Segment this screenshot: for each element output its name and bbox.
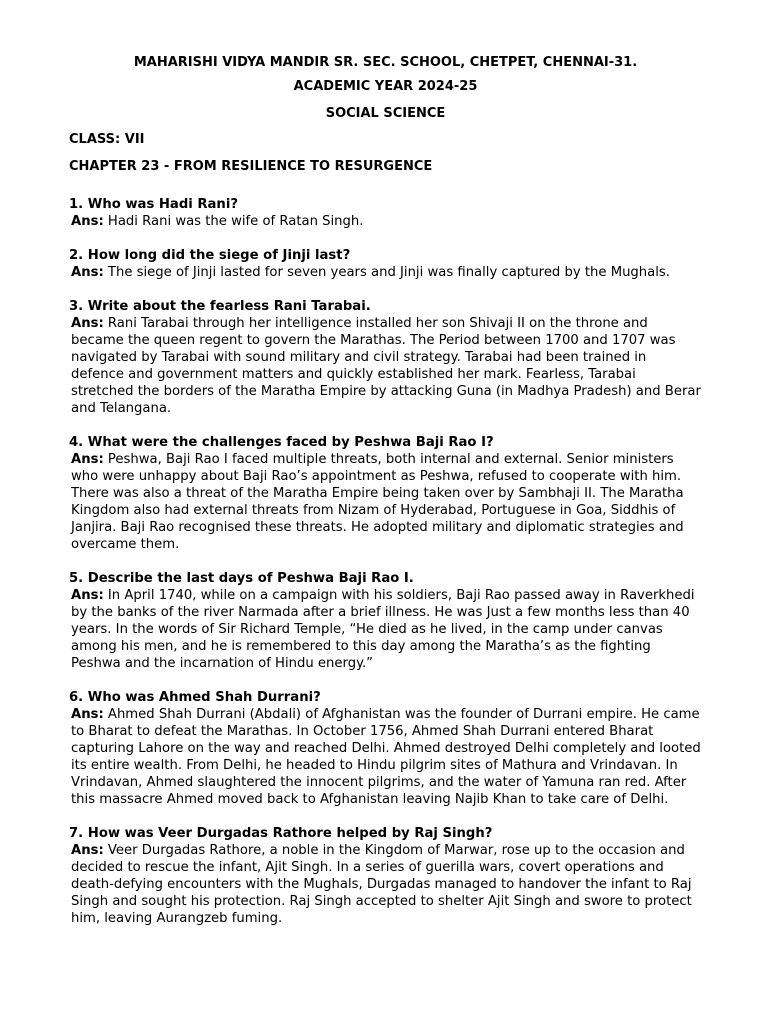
question-block xyxy=(69,689,702,808)
question-text: 5. Describe the last days of Peshwa Baji Rao I. xyxy=(69,571,414,586)
answer-text xyxy=(71,213,702,230)
ans-label: Ans: xyxy=(71,588,104,603)
answer-text xyxy=(71,264,702,281)
ans-label: Ans: xyxy=(71,707,104,722)
academic-year: ACADEMIC YEAR 2024-25 xyxy=(293,79,478,94)
answer-body: Ahmed Shah Durrani (Abdali) of Afghanistan was the founder of Durrani empire. He came to Bharat to defeat the Marathas. In October 1756, Ahmed Shah Durrani entered Bharat capturing Lahore on the way and reached Delhi. Ahmed destroyed Delhi completely and looted its entire wealth. From Delhi, he headed to Hindu pilgrim sites of Mathura and Vrindavan. In Vrindavan, Ahmed slaughtered the innocent pilgrims, and the water of Yamuna ran red. After this massacre Ahmed moved back to Afghanistan leaving Najib Khan to take care of Delhi. xyxy=(71,707,701,807)
question-block xyxy=(69,247,702,281)
ans-label: Ans: xyxy=(71,843,104,858)
answer-text xyxy=(71,451,702,553)
question-text: 6. Who was Ahmed Shah Durrani? xyxy=(69,690,321,705)
question-text: 4. What were the challenges faced by Peshwa Baji Rao I? xyxy=(69,435,494,450)
question-block xyxy=(69,825,702,927)
question-block xyxy=(69,298,702,417)
answer-body: In April 1740, while on a campaign with his soldiers, Baji Rao passed away in Raverkhedi by the banks of the river Narmada after a brief illness. He was Just a few months less than 40 years. In the words of Sir Richard Temple, “He died as he lived, in the camp under canvas among his men, and he is remembered to this day among the Maratha’s as the fighting Peshwa and the incarnation of Hindu energy.” xyxy=(71,588,695,671)
answer-body: Peshwa, Baji Rao I faced multiple threats, both internal and external. Senior ministers who were unhappy about Baji Rao’s appointment as Peshwa, refused to cooperate with him. There was also a threat of the Maratha Empire being taken over by Sambhaji II. The Maratha Kingdom also had external threats from Nizam of Hyderabad, Portuguese in Goa, Siddhis of Janjira. Baji Rao recognised these threats. He adopted military and diplomatic strategies and overcame them. xyxy=(71,452,684,552)
chapter-title: CHAPTER 23 - FROM RESILIENCE TO RESURGENCE xyxy=(69,159,433,174)
ans-label: Ans: xyxy=(71,452,104,467)
question-block xyxy=(69,434,702,553)
subject-title: SOCIAL SCIENCE xyxy=(325,106,446,121)
answer-text xyxy=(71,587,702,672)
question-block xyxy=(69,570,702,672)
question-text: 7. How was Veer Durgadas Rathore helped by Raj Singh? xyxy=(69,826,493,841)
answer-body: The siege of Jinji lasted for seven years and Jinji was finally captured by the Mughals. xyxy=(107,265,670,280)
ans-label: Ans: xyxy=(71,265,104,280)
answer-text xyxy=(71,315,702,417)
class-line: CLASS: VII xyxy=(69,132,145,147)
answer-body: Rani Tarabai through her intelligence installed her son Shivaji II on the throne and became the queen regent to govern the Marathas. The Period between 1700 and 1707 was navigated by Tarabai with sound military and civil strategy. Tarabai had been trained in defence and government matters and quickly established her mark. Fearless, Tarabai stretched the borders of the Maratha Empire by attacking Guna (in Madhya Pradesh) and Berar and Telangana. xyxy=(71,316,701,416)
ans-label: Ans: xyxy=(71,316,104,331)
question-text: 3. Write about the fearless Rani Tarabai. xyxy=(69,299,371,314)
answer-text xyxy=(71,706,702,808)
school-name: MAHARISHI VIDYA MANDIR SR. SEC. SCHOOL, CHETPET, CHENNAI-31. xyxy=(133,55,638,70)
ans-label: Ans: xyxy=(71,214,104,229)
answer-text xyxy=(71,842,702,927)
answer-body: Hadi Rani was the wife of Ratan Singh. xyxy=(107,214,364,229)
question-block xyxy=(69,196,702,230)
answer-body: Veer Durgadas Rathore, a noble in the Kingdom of Marwar, rose up to the occasion and decided to rescue the infant, Ajit Singh. In a series of guerilla wars, covert operations and death-defying encounters with the Mughals, Durgadas managed to handover the infant to Raj Singh and sought his protection. Raj Singh accepted to shelter Ajit Singh and swore to protect him, leaving Aurangzeb fuming. xyxy=(71,843,692,926)
question-text: 1. Who was Hadi Rani? xyxy=(69,197,238,212)
question-text: 2. How long did the siege of Jinji last? xyxy=(69,248,351,263)
